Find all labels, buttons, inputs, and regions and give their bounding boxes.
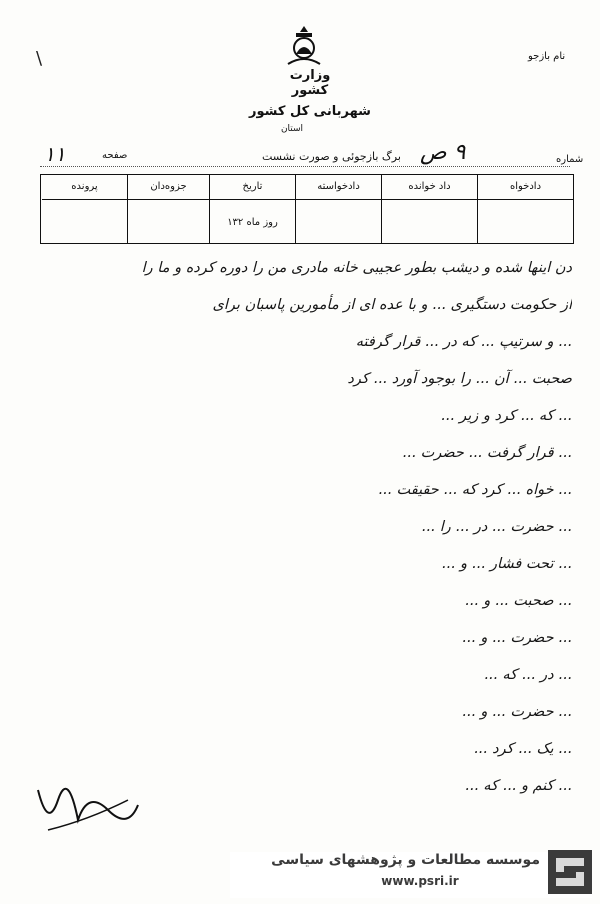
column-date <box>209 175 295 243</box>
institute-logo-icon <box>548 850 592 894</box>
column-header: جزوه‌دان <box>128 175 209 200</box>
column-plaintiff <box>477 175 573 243</box>
corner-mark: \ <box>36 48 43 69</box>
interrogator-name-label: نام بازجو <box>528 51 566 62</box>
statement-line: ... صحبت ... و ... <box>464 593 572 609</box>
column-header: داد خوانده <box>382 175 477 200</box>
lion-and-sun-emblem-icon <box>284 24 324 68</box>
column-header: دادخواه <box>478 175 573 200</box>
column-claim <box>295 175 381 243</box>
police-heading: شهربانی کل کشور <box>249 104 371 119</box>
statement-line: ... حضرت ... و ... <box>461 630 572 646</box>
signature-mark <box>28 780 148 840</box>
ministry-heading: وزارت کشور <box>289 68 331 98</box>
statement-line: ... حضرت ... در ... را ... <box>421 519 572 535</box>
page-number-label: صفحه <box>102 150 128 161</box>
column-header: دادخواسته <box>296 175 381 200</box>
statement-line: ... که ... کرد و زیر ... <box>440 408 572 424</box>
column-defendant <box>381 175 477 243</box>
column-header: تاریخ <box>210 175 295 200</box>
form-number-value: ۹ ص <box>420 140 466 165</box>
page-number-value: ۱۱ <box>44 142 66 166</box>
column-header: پرونده <box>42 175 127 200</box>
statement-line: ... تحت فشار ... و ... <box>441 556 572 572</box>
statement-line: دن اینها شده و دیشب بطور عجیبی خانه مادری من را دوره کرده و ما را <box>141 260 572 276</box>
statement-line: ... یک ... کرد ... <box>473 741 572 757</box>
date-value: روز ماه ۱۳۲ <box>227 217 278 228</box>
column-case-file <box>42 175 127 243</box>
form-title: برگ بازجوئی و صورت نشست <box>262 150 401 163</box>
institute-url: www.psri.ir <box>381 874 459 888</box>
column-folder <box>127 175 209 243</box>
institute-name: موسسه مطالعات و پژوهشهای سیاسی <box>271 852 540 868</box>
form-number-label: شماره <box>556 154 584 165</box>
statement-line: ... خواه ... کرد که ... حقیقت ... <box>378 482 572 498</box>
statement-line: ... در ... که ... <box>483 667 572 683</box>
statement-line: ... قرار گرفت ... حضرت ... <box>402 445 572 461</box>
statement-line: صحبت ... آن ... را بوجود آورد ... کرد <box>347 371 572 387</box>
statement-line: ... و سرتیپ ... که در ... قرار گرفته <box>355 334 572 350</box>
header-divider <box>40 166 570 167</box>
province-label: استان <box>280 124 304 134</box>
case-info-table <box>40 174 574 244</box>
handwritten-statement <box>38 250 572 805</box>
statement-line: از حکومت دستگیری ... و با عده ای از مأمورین پاسبان برای <box>212 297 572 313</box>
statement-line: ... کنم و ... که ... <box>464 778 572 794</box>
statement-line: ... حضرت ... و ... <box>461 704 572 720</box>
